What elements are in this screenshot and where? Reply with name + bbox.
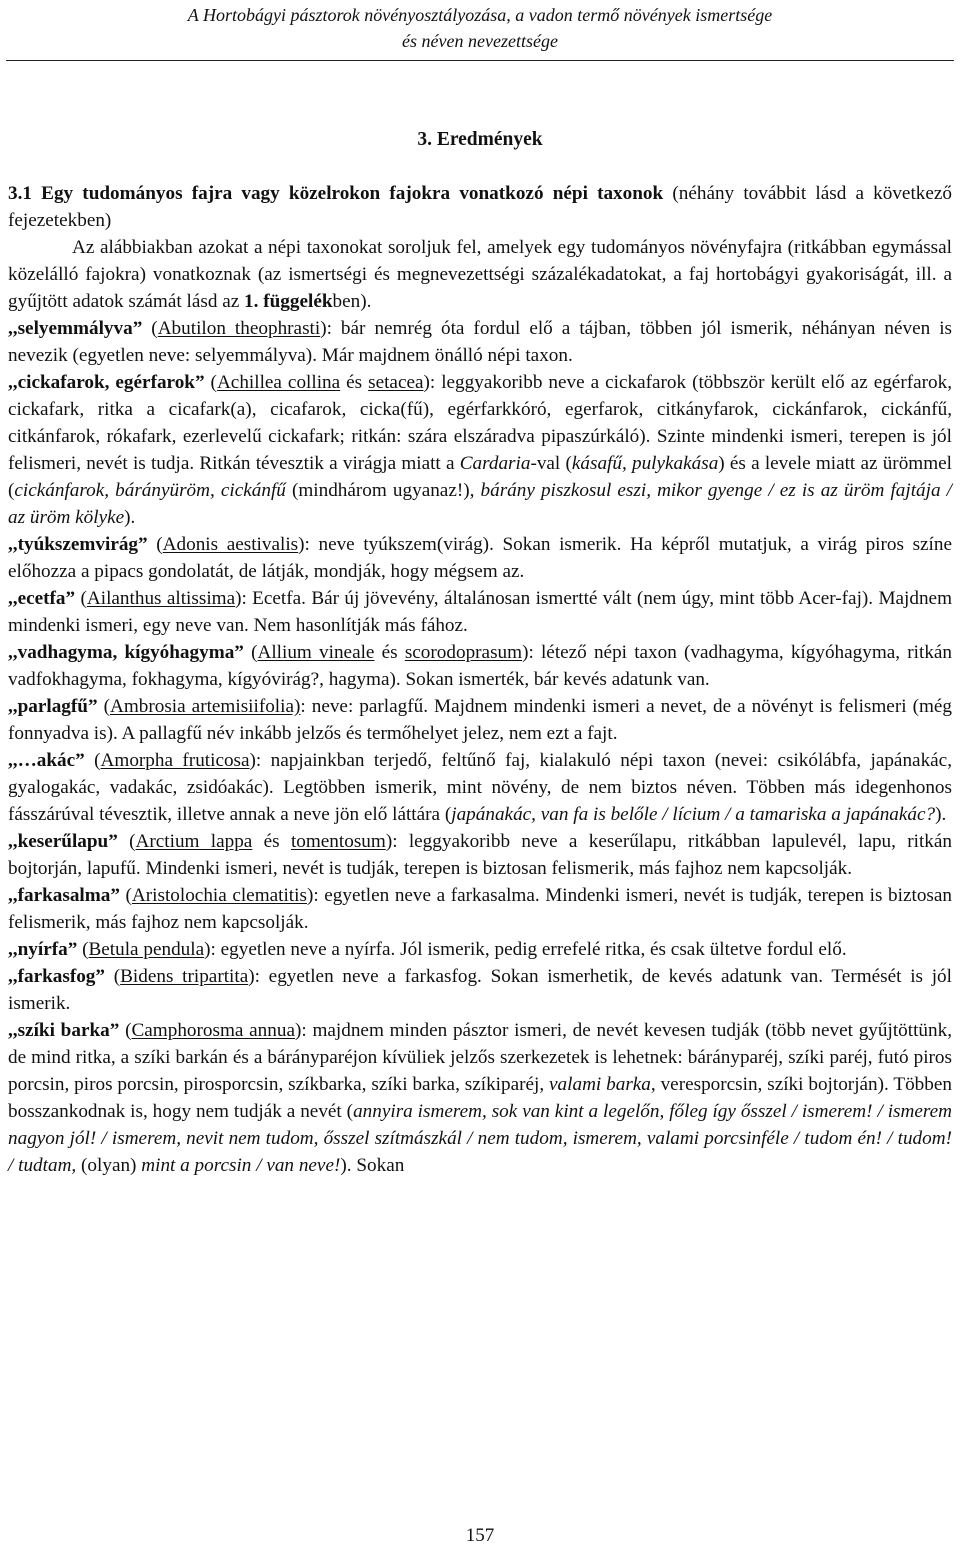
latin-name: Ambrosia artemisiifolia) xyxy=(109,696,301,717)
running-header-line-2: és néven nevezettsége xyxy=(402,31,558,51)
running-header xyxy=(0,2,960,54)
entry-text: ). xyxy=(124,507,136,528)
body-text xyxy=(8,180,952,1179)
entry-text: (mindhárom ugyanaz!) xyxy=(285,480,470,501)
entry-text: (olyan) xyxy=(76,1155,142,1176)
entry-text: ): leggyakoribb neve a keserűlapu, ritkábban lapulevél, lapu, ritkán bojtorján, lapufű. Mindenki ismeri, nevét is tudják, terepen is biztosan felismerik, más fajhoz nem kapcsolják. xyxy=(8,831,953,879)
folk-taxon-name: ,,keserűlapu” xyxy=(8,831,118,852)
folk-taxon-name: ,,nyírfa” xyxy=(8,939,78,960)
quoted-names: kásafű, pulykakása xyxy=(571,453,719,474)
conjunction: és xyxy=(340,372,369,393)
page-number: 157 xyxy=(465,1525,495,1546)
entry-text: ): létező népi taxon (vadhagyma, kígyóhagyma, ritkán vadfokhagyma, fokhagyma, kígyóvirág?, hagyma). Sokan ismerték, bár kevés adatunk van. xyxy=(8,642,953,690)
entry-selyemmalyva: ,,selyemmályva” (Abutilon theophrasti): bár nemrég óta fordul elő a tájban, többen jól ismerik, néhányan néven is nevezik (egyetlen neve: selyemmályva). Már majdnem önálló népi taxon. xyxy=(8,318,953,366)
quoted-speech: , bárány piszkosul eszi, mikor gyenge / ez is az üröm fajtája / az üröm kölyke xyxy=(8,480,952,528)
entry-keserulapu: ,,keserűlapu” (Arctium lappa és tomentosum): leggyakoribb neve a keserűlapu, ritkábban lapulevél, lapu, ritkán bojtorján, lapufű. Mindenki ismeri, nevét is tudják, terepen is biztosan felismerik, más fajhoz nem kapcsolják. xyxy=(8,831,953,879)
entry-nyirfa: ,,nyírfa” (Betula pendula): egyetlen neve a nyírfa. Jól ismerik, pedig errefelé ritka, és csak ültetve fordul elő. xyxy=(8,939,847,960)
genus-name: Cardaria xyxy=(459,453,531,474)
entry-text: ): majdnem minden pásztor ismeri, de nevét kevesen tudják (több nevet gyűjtöttünk, de mind ritka, a szíki barkán és a bárányparéjon kívüliek jelzős szerkezetek is lehetnek: bárányparéj, szíki paréj, futó piros porcsin, piros porcsin, pirosporcsin, szíkbarka, szíki barka, szíkiparéj, xyxy=(8,1020,952,1095)
quoted-speech: annyira ismerem, sok van kint a legelőn, főleg így ősszel / ismerem! / ismerem nagyon jól! / ismerem, nevit nem tudom, ősszel szítmászkál / nem tudom, ismerem, valami porcsinféle / tudom én! / tudom! / tudtam, xyxy=(8,1101,952,1176)
folk-taxon-name: ,,cickafarok, egérfarok” xyxy=(8,372,205,393)
entry-text: , veresporcsin, szíki bojtorján). Többen bosszankodnak is, hogy nem tudják a nevét ( xyxy=(8,1074,952,1122)
latin-name: Arctium lappa xyxy=(135,831,253,852)
quoted-speech: japánakác, van fa is belőle / lícium / a tamariska a japánakác? xyxy=(451,804,936,825)
latin-name: Allium vineale xyxy=(257,642,375,663)
entry-text: ). Sokan xyxy=(340,1155,405,1176)
quoted-speech: mint a porcsin / van neve! xyxy=(141,1155,341,1176)
subsection-heading xyxy=(8,180,952,234)
entry-farkasalma: ,,farkasalma” (Aristolochia clematitis): egyetlen neve a farkasalma. Mindenki ismeri, nevét is tudják, terepen is biztosan felismerik, más fajhoz nem kapcsolják. xyxy=(8,885,952,933)
entry-text: ): bár nemrég óta fordul elő a tájban, többen jól ismerik, néhányan néven is nevezik (egyetlen neve: selyemmályva). Már majdnem önálló népi taxon. xyxy=(8,318,953,366)
folk-taxon-name: ,,tyúkszemvirág” xyxy=(8,534,148,555)
folk-taxon-name: ,,farkasfog” xyxy=(8,966,105,987)
latin-name: tomentosum xyxy=(290,831,386,852)
intro-paragraph xyxy=(8,234,952,315)
entry-text: ): Ecetfa. Bár új jövevény, általánosan ismertté vált (nem úgy, mint több Acer-faj). Majdnem mindenki ismeri, egy neve van. Nem hasonlítják más fához. xyxy=(8,588,952,636)
entry-text: ) és a levele miatt az ürömmel ( xyxy=(8,453,952,501)
entry-tyukszemvirag: ,,tyúkszemvirág” (Adonis aestivalis): neve tyúkszem(virág). Sokan ismerik. Ha képről mutatjuk, a virág piros színe előhozza a pipacs gondolatát, de látják, mondják, hogy mégsem az. xyxy=(8,534,952,582)
entry-farkasfog: ,,farkasfog” (Bidens tripartita): egyetlen neve a farkasfog. Sokan ismerhetik, de kevés adatunk van. Termését is jól ismerik. xyxy=(8,966,952,1014)
folk-taxon-name: ,,…akác” xyxy=(8,750,85,771)
subsection-heading-note: (néhány továbbit lásd a következő fejezetekben) xyxy=(8,183,952,231)
latin-name: Abutilon theophrasti xyxy=(157,318,321,339)
folk-taxon-name: ,,farkasalma” xyxy=(8,885,120,906)
latin-name: Adonis aestivalis xyxy=(162,534,299,555)
folk-taxon-name: ,,ecetfa” xyxy=(8,588,76,609)
entry-text: ): leggyakoribb neve a cickafarok (többször került elő az egérfarok, cickafark, ritka a cicafark(a), cicafarok, cicka(fű), egérfarkkóró, egerfarok, citkányfarok, cickánfarok, cickánfű, citkánfarok, rókafark, ezerlevelű cickafark; ritkán: szára elszáradva pipaszúrkáló). Szinte mindenki ismeri, terepen is jól felismeri, nevét is tudja. Ritkán tévesztik a virágja miatt a xyxy=(8,372,952,474)
entry-text: ): neve tyúkszem(virág). Sokan ismerik. Ha képről mutatjuk, a virág piros színe előhozza a pipacs gondolatát, de látják, mondják, hogy mégsem az. xyxy=(8,534,952,582)
conjunction: és xyxy=(374,642,405,663)
entry-text: ): egyetlen neve a farkasalma. Mindenki ismeri, nevét is tudják, terepen is biztosan felismerik, más fajhoz nem kapcsolják. xyxy=(8,885,952,933)
appendix-reference: 1. függelék xyxy=(244,291,333,312)
entry-text: ): egyetlen neve a farkasfog. Sokan ismerhetik, de kevés adatunk van. Termését is jól ismerik. xyxy=(8,966,952,1014)
subsection-heading-bold: 3.1 Egy tudományos fajra vagy közelrokon fajokra vonatkozó népi taxonok xyxy=(8,183,664,204)
intro-text-end: ben). xyxy=(332,291,372,312)
latin-name: setacea xyxy=(368,372,424,393)
folk-taxon-name: ,,selyemmályva” xyxy=(8,318,143,339)
entry-text: : neve: parlagfű. Majdnem mindenki ismeri a nevet, de a növényt is felismeri (még fonnyadva is). A pallagfű név inkább jelzős és termőhelyet jelez, nem ezt a fajt. xyxy=(8,696,952,744)
intro-text: Az alábbiakban azokat a népi taxonokat soroljuk fel, amelyek egy tudományos növényfajra (ritkábban egymással közelálló fajokra) vonatkoznak (az ismertségi és megnevezettségi százalékadatokat, a faj hortobágyi gyakoriságát, ill. a gyűjtött adatok számát lásd az xyxy=(8,237,952,312)
entry-text: ): egyetlen neve a nyírfa. Jól ismerik, pedig errefelé ritka, és csak ültetve fordul elő. xyxy=(204,939,847,960)
quoted-names: valami barka xyxy=(549,1074,651,1095)
running-header-line-1: A Hortobágyi pásztorok növényosztályozása, a vadon termő növények ismertsége xyxy=(187,5,773,25)
entry-text: -val ( xyxy=(530,453,572,474)
section-title: 3. Eredmények xyxy=(417,129,543,150)
latin-name: Ailanthus altissima xyxy=(86,588,236,609)
latin-name: Aristolochia clematitis xyxy=(131,885,307,906)
entry-vadhagyma: ,,vadhagyma, kígyóhagyma” (Allium vineale és scorodoprasum): létező népi taxon (vadhagyma, kígyóhagyma, ritkán vadfokhagyma, fokhagyma, kígyóvirág?, hagyma). Sokan ismerték, bár kevés adatunk van. xyxy=(8,642,953,690)
entry-akac: ,,…akác” (Amorpha fruticosa): napjainkban terjedő, feltűnő faj, kialakuló népi taxon (nevei: csikólábfa, japánakác, gyalogakác, vadakác, zsidóakác). Legtöbben ismerik, mint növény, de nem biztos néven. Többen más idegenhonos fásszárúval tévesztik, illetve annak a neve jön elő láttára (japánakác, van fa is belőle / lícium / a tamariska a japánakác?). xyxy=(8,750,952,825)
entry-text: ): napjainkban terjedő, feltűnő faj, kialakuló népi taxon (nevei: csikólábfa, japánakác, gyalogakác, vadakác, zsidóakác). Legtöbben ismerik, mint növény, de nem biztos néven. Többen más idegenhonos fásszárúval tévesztik, illetve annak a neve jön elő láttára ( xyxy=(8,750,952,825)
entry-sziki-barka: ,,szíki barka” (Camphorosma annua): majdnem minden pásztor ismeri, de nevét kevesen tudják (több nevet gyűjtöttünk, de mind ritka, a szíki barkán és a bárányparéjon kívüliek jelzős szerkezetek is lehetnek: bárányparéj, szíki paréj, futó piros porcsin, piros porcsin, pirosporcsin, szíkbarka, szíki barka, szíkiparéj, valami barka, veresporcsin, szíki bojtorján). Többen bosszankodnak is, hogy nem tudják a nevét (annyira ismerem, sok van kint a legelőn, főleg így ősszel / ismerem! / ismerem nagyon jól! / ismerem, nevit nem tudom, ősszel szítmászkál / nem tudom, ismerem, valami porcsinféle / tudom én! / tudom! / tudtam, (olyan) mint a porcsin / van neve!). Sokan xyxy=(8,1020,952,1176)
latin-name: Betula pendula xyxy=(88,939,205,960)
header-divider xyxy=(6,60,954,61)
entry-cickafarok: ,,cickafarok, egérfarok” (Achillea collina és setacea): leggyakoribb neve a cickafarok (többször került elő az egérfarok, cickafark, ritka a cicafark(a), cicafarok, cicka(fű), egérfarkkóró, egerfarok, citkányfarok, cickánfarok, cickánfű, citkánfarok, rókafark, ezerlevelű cickafark; ritkán: szára elszáradva pipaszúrkáló). Szinte mindenki ismeri, terepen is jól felismeri, nevét is tudja. Ritkán tévesztik a virágja miatt a Cardaria-val (kásafű, pulykakása) és a levele miatt az ürömmel (cickánfarok, bárányüröm, cickánfű (mindhárom ugyanaz!), bárány piszkosul eszi, mikor gyenge / ez is az üröm fajtája / az üröm kölyke). xyxy=(8,372,952,528)
entry-ecetfa: ,,ecetfa” (Ailanthus altissima): Ecetfa. Bár új jövevény, általánosan ismertté vált (nem úgy, mint több Acer-faj). Majdnem mindenki ismeri, egy neve van. Nem hasonlítják más fához. xyxy=(8,588,952,636)
entry-parlagfu: ,,parlagfű” (Ambrosia artemisiifolia): neve: parlagfű. Majdnem mindenki ismeri a nevet, de a növényt is felismeri (még fonnyadva is). A pallagfű név inkább jelzős és termőhelyet jelez, nem ezt a fajt. xyxy=(8,696,952,744)
latin-name: scorodoprasum xyxy=(404,642,523,663)
conjunction: és xyxy=(252,831,291,852)
latin-name: Bidens tripartita xyxy=(120,966,249,987)
latin-name: Achillea collina xyxy=(216,372,341,393)
latin-name: Camphorosma annua xyxy=(131,1020,295,1041)
entry-text: ). xyxy=(935,804,947,825)
quoted-names: cickánfarok, bárányüröm, cickánfű xyxy=(14,480,286,501)
folk-taxon-name: ,,parlagfű” xyxy=(8,696,98,717)
folk-taxon-name: ,,vadhagyma, kígyóhagyma” xyxy=(8,642,244,663)
latin-name: Amorpha fruticosa xyxy=(100,750,250,771)
folk-taxon-name: ,,szíki barka” xyxy=(8,1020,120,1041)
